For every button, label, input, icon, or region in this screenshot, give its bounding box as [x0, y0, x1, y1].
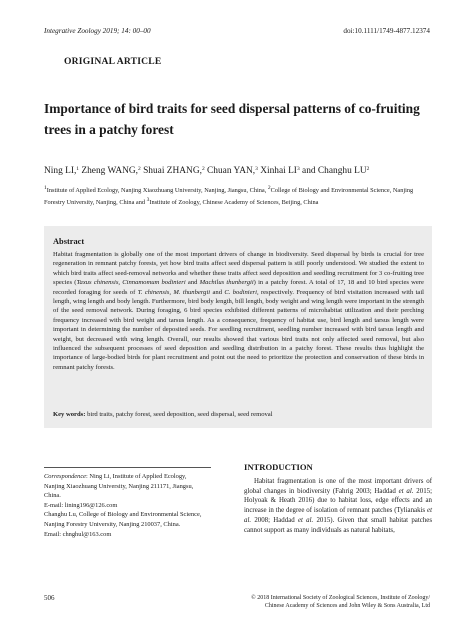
author-name: Xinhai LI: [260, 166, 297, 176]
author-affiliation-mark: 1: [76, 166, 80, 172]
correspondence-line: China.: [44, 492, 61, 500]
footnote-divider: [44, 467, 211, 468]
text-run: 2015; Holyoak & Heath 2016) due to habitat loss, edge effects and an increase in the degree of isolation of remnant patches (Tylianakis: [244, 487, 433, 515]
correspondence-block: [44, 472, 234, 539]
author-affiliation-mark: 3: [296, 166, 300, 172]
abstract-text: [53, 250, 424, 372]
abstract-heading: Abstract: [53, 237, 85, 246]
text-run: ) in a patchy forest. A total of 17, 18 and 10 bird species were recorded foraging for seeds of: [53, 279, 424, 296]
author-name: and Changhu LU: [302, 166, 367, 176]
correspondence-label: Correspondence: [44, 473, 87, 480]
page-number: 506: [44, 594, 55, 602]
author-affiliation-mark: 3: [255, 166, 258, 172]
author-name: Shuai ZHANG,: [143, 166, 202, 176]
text-run: ,: [169, 288, 174, 296]
author-affiliation-mark: 2: [366, 166, 370, 172]
doi-link[interactable]: doi:10.1111/1749-4877.12374: [343, 27, 430, 35]
affiliation-mark: 2: [267, 185, 271, 191]
italic-text: et al.: [398, 487, 414, 495]
copyright-line: Chinese Academy of Sciences and John Wiley & Sons Australia, Ltd: [264, 603, 430, 609]
article-title: Importance of bird traits for seed dispersal patterns of co-fruiting trees in a patchy forest: [44, 101, 420, 137]
correspondence-line: E-mail: lining196@126.com: [44, 501, 118, 509]
correspondence-line: Changhu Lu, College of Biology and Environmental Science,: [44, 511, 202, 519]
correspondence-line: Nanjing Xiaozhuang University, Nanjing 211171, Jiangsu,: [44, 482, 194, 490]
italic-text: T. chinensis: [137, 288, 170, 296]
italic-text: et al.: [297, 516, 314, 524]
text-run: , respectively. Frequency of bird visitation increased with tail length, wing length and body length. Furthermore, bird body length, bill length, body weight and wing length were important in the strength of the seed removal network. During foraging, 6 bird species exhibited different patterns of microhabitat utilization and their perching frequency increased with bird weight and tarsus length. As a consequence, frequency of habitat use, bird length and tarsus length were important in determining the number of deposited seeds. For seedling recruitment, seedling number increased with bird tarsus length and weight, but decreased with wing length. Overall, our results showed that various bird traits not only affected seed removal, but also influenced the subsequent processes of seed deposition and seedling distribution in a patchy forest. These results thus highlight the importance of large-bodied birds for plant recruitment and point out the need to prioritize the protection and conservation of these birds in remnant patchy forests.: [53, 288, 425, 371]
affiliation-text: Institute of Applied Ecology, Nanjing Xiaozhuang University, Nanjing, Jiangsu, China,: [46, 187, 267, 194]
copyright-notice: [210, 594, 430, 610]
text-run: and: [185, 279, 200, 287]
correspondence-line: Correspondence: Ning Li, Institute of Applied Ecology,: [44, 473, 187, 480]
italic-text: et al.: [244, 507, 432, 524]
text-run: ,: [118, 279, 123, 287]
keywords: [53, 410, 424, 419]
affiliation-text: Institute of Zoology, Chinese Academy of Sciences, Beijing, China: [149, 198, 319, 206]
text-run: 2008; Haddad: [251, 516, 298, 524]
affiliation-mark: 1: [44, 185, 47, 191]
author-name: Chuan YAN,: [207, 166, 256, 176]
italic-text: Taxus chinensis: [76, 279, 119, 287]
text-run: Habitat fragmentation is one of the most important drivers of global changes in biodiversity (Fahrig 2003; Haddad: [244, 478, 432, 495]
copyright-line: © 2018 International Society of Zoological Sciences, Institute of Zoology/: [251, 595, 430, 601]
author-affiliation-mark: 2: [137, 166, 141, 172]
italic-text: Cinnamomum bodinieri: [122, 279, 186, 287]
affiliation-mark: 3: [146, 196, 150, 203]
correspondence-line: Nanjing Forestry University, Nanjing 210037, China.: [44, 520, 181, 528]
keywords-list: bird traits, patchy forest, seed deposition, seed dispersal, seed removal: [85, 411, 273, 418]
affiliations: [44, 184, 434, 207]
italic-text: M. thunbergii: [173, 288, 211, 296]
italic-text: Machilus thunbergii: [199, 279, 254, 287]
section-label: ORIGINAL ARTICLE: [64, 56, 162, 67]
author-affiliation-mark: 2: [201, 166, 205, 172]
author-list: [44, 163, 434, 177]
introduction-heading: INTRODUCTION: [244, 462, 313, 472]
keywords-label: Key words:: [53, 411, 86, 418]
italic-text: C. bodinieri: [224, 288, 257, 296]
text-run: Habitat fragmentation is globally one of the most important drivers of change in biodiversity. Seed dispersal by birds is crucial for tree regeneration in remnant patchy forests, yet how bird traits affect seed dispersal pattern is still poorly understood. We studied the extent to which bird traits affect seed-removal networks and whether these traits affect seed deposition and seedling recruitment for 3 co-fruiting tree species (: [53, 251, 424, 287]
journal-citation: Integrative Zoology 2019; 14: 00–00: [44, 27, 151, 35]
author-name: Zheng WANG,: [81, 166, 138, 176]
author-name: Ning LI,: [44, 166, 77, 176]
correspondence-line: Email: chnghul@163.com: [44, 530, 112, 538]
text-run: 2015). Given that small habitat patches cannot support as many individuals as natural habitats,: [244, 516, 433, 534]
introduction-text: [244, 477, 432, 535]
text-run: and: [210, 288, 225, 296]
affiliation-text: College of Biology and Environmental Science, Nanjing Forestry University, Nanjing, China and: [44, 187, 414, 206]
